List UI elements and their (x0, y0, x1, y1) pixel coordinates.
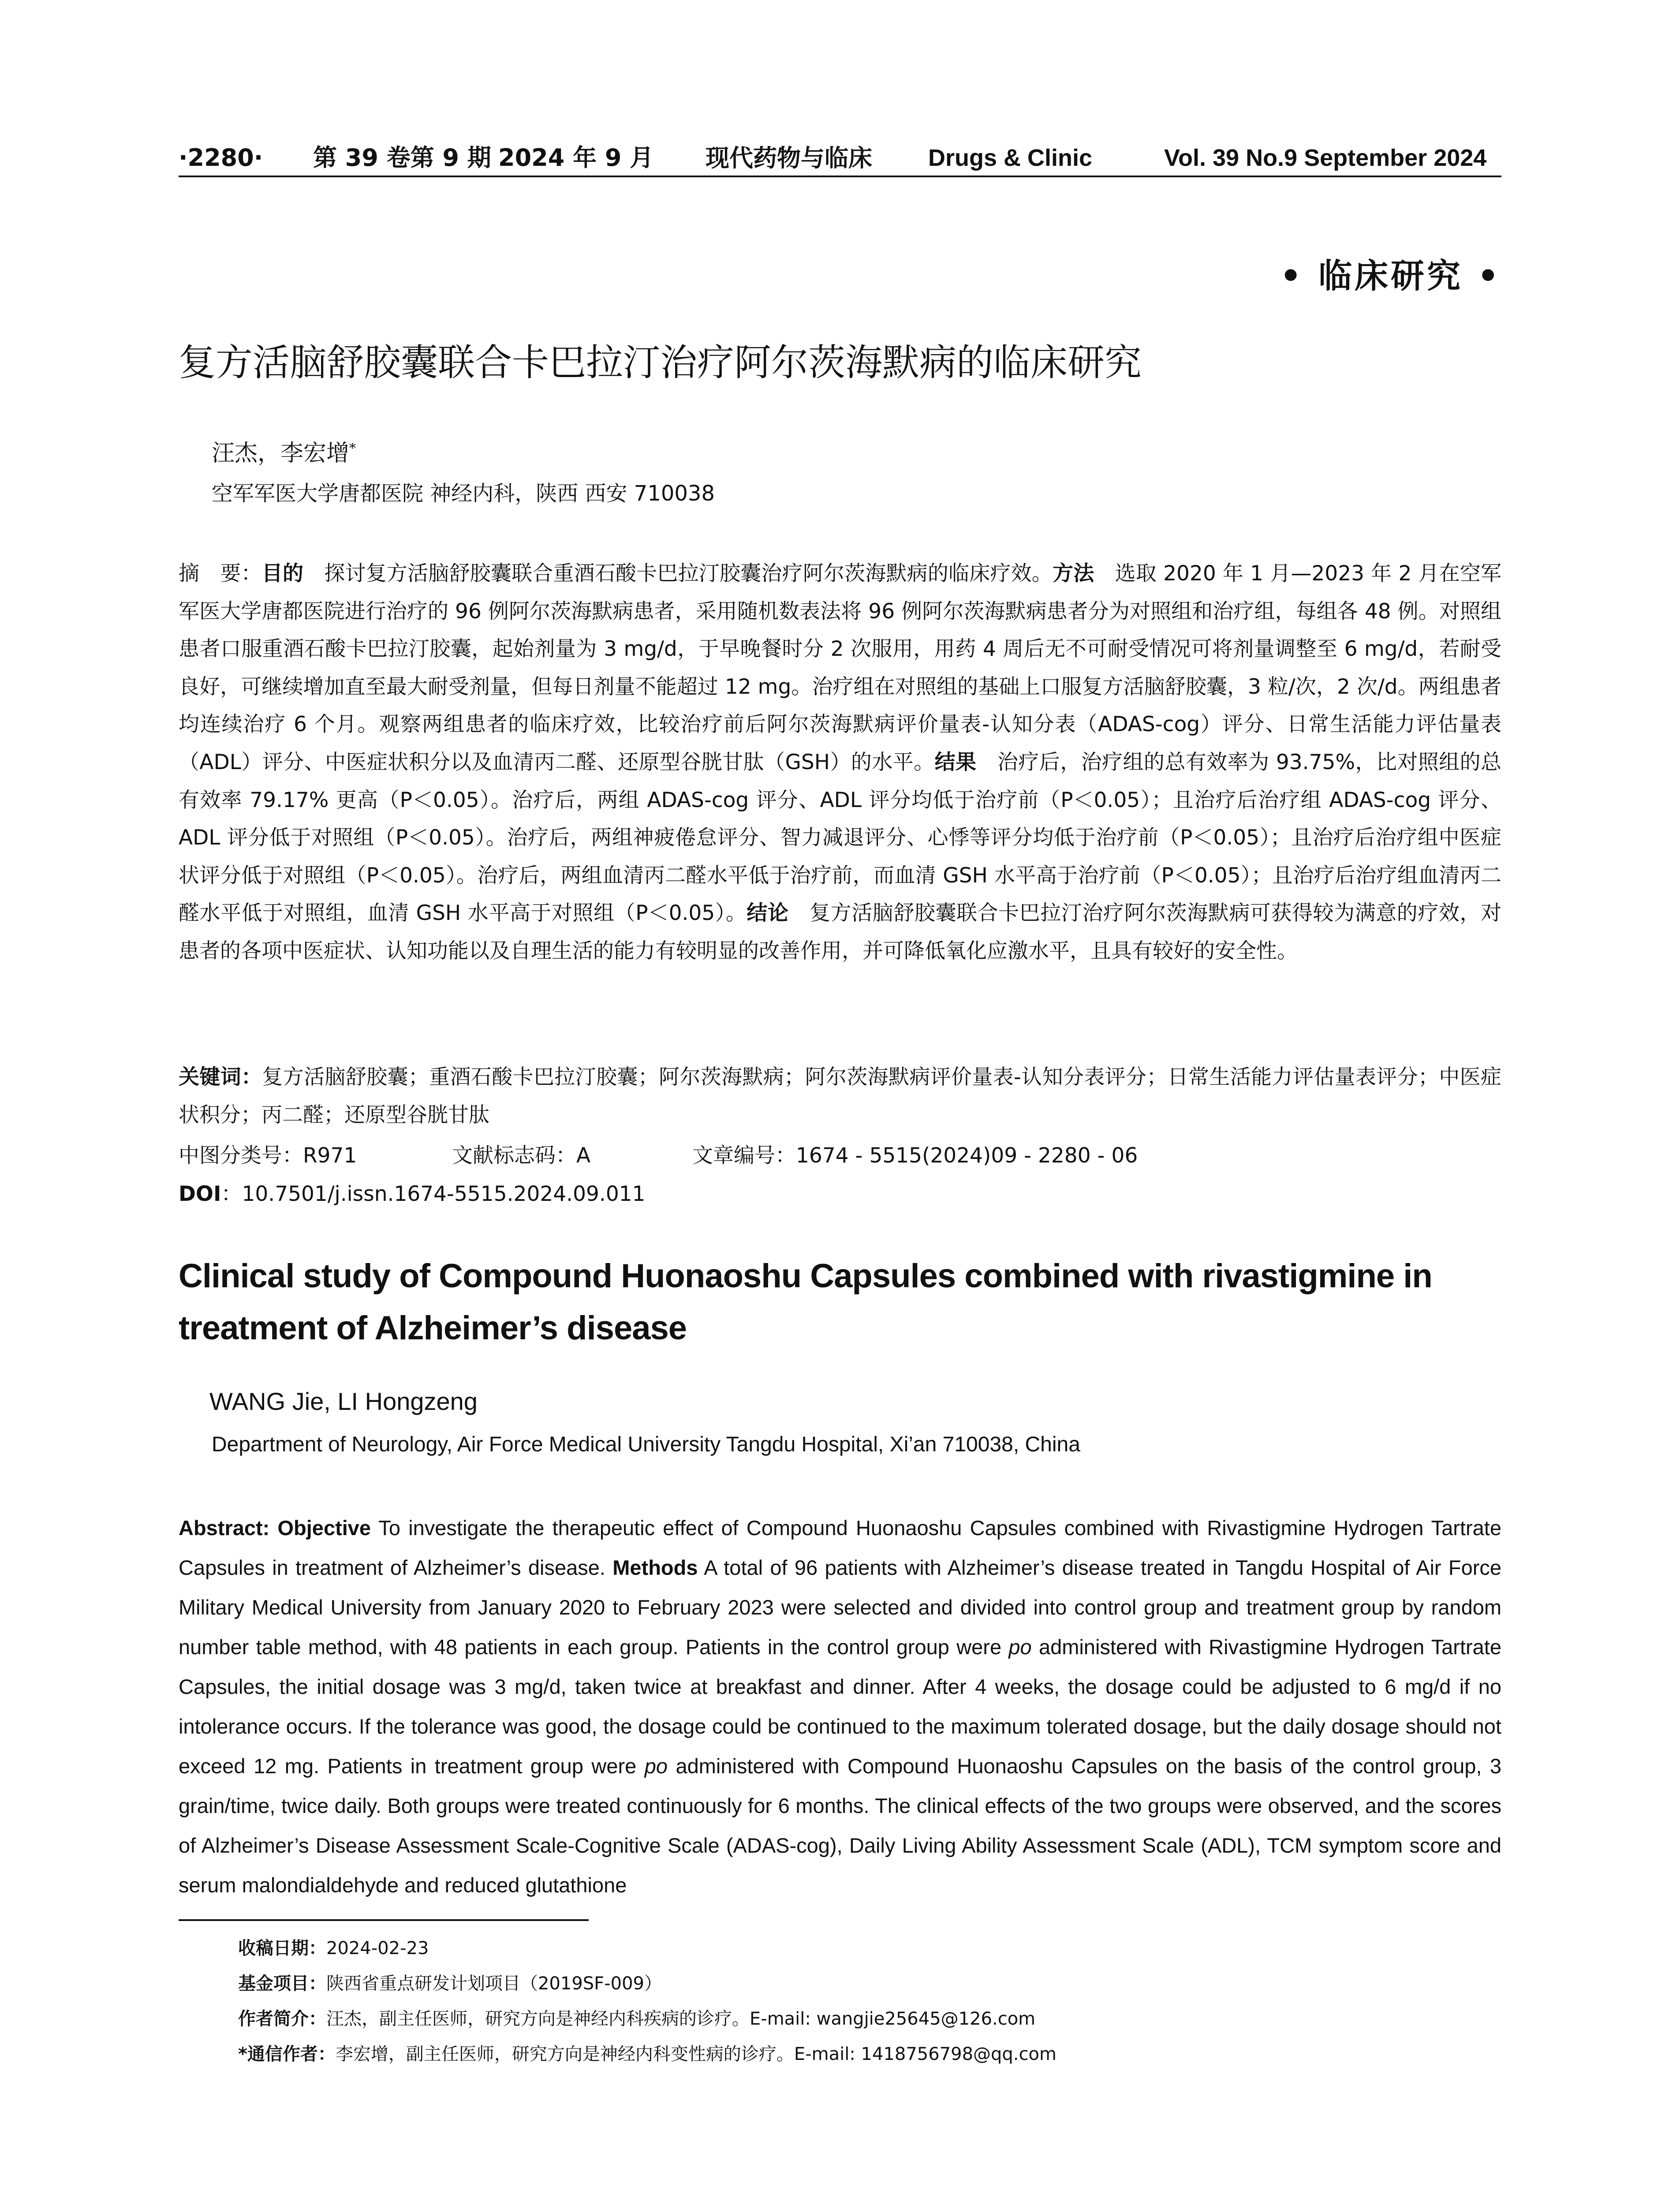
document-code: 文献标志码：A (452, 1144, 591, 1168)
cn-keywords (179, 1058, 1501, 1134)
cn-objective-label: 目的 (261, 561, 304, 586)
en-methods-text: A total of 96 patients with Alzheimer’s disease treated in Tangdu Hospital of Air Force Military Medical University from January 2020 to February 2023 were selected and divided into control group and treatment group by random number table method, with 48 patients in each group. Patients in the control group were (179, 1556, 1502, 1659)
cn-results-label: 结果 (934, 750, 977, 774)
cn-keywords-text: 复方活脑舒胶囊；重酒石酸卡巴拉汀胶囊；阿尔茨海默病；阿尔茨海默病评价量表-认知分表评分；日常生活能力评估量表评分；中医症状积分；丙二醛；还原型谷胱甘肽 (179, 1065, 1501, 1127)
cn-author-names: 汪杰，李宏增 (212, 440, 350, 467)
header-rule (179, 176, 1501, 177)
en-methods-text: administered with Rivastigmine Hydrogen Tartrate Capsules, the initial dosage was 3 mg/d, taken twice at breakfast and dinner. After 4 weeks, the dosage could be adjusted to 6 mg/d if no intolerance occurs. If the tolerance was good, the dosage could be continued to the maximum tolerated dosage, but the daily dosage should not exceed 12 mg. Patients in treatment group were (179, 1635, 1502, 1778)
en-authors: WANG Jie, LI Hongzeng (209, 1387, 478, 1415)
footnote-label: *通信作者： (238, 2044, 336, 2064)
footnote-received (238, 1931, 1057, 1966)
footnote-label: 基金项目： (238, 1973, 326, 1994)
doi-row (179, 1177, 646, 1207)
cn-authors (212, 434, 356, 467)
footnote-funding (238, 1966, 1057, 2001)
footnote-label: 收稿日期： (238, 1938, 326, 1958)
cn-affiliation: 空军军医大学唐都医院 神经内科，陕西 西安 710038 (212, 481, 715, 506)
cn-methods-label: 方法 (1053, 561, 1094, 586)
footnote-corresponding (238, 2037, 1057, 2072)
en-objective-text: To investigate the therapeutic effect of Compound Huonaoshu Capsules combined with Rivastigmine Hydrogen Tartrate Capsules in treatment of Alzheimer’s disease. (179, 1516, 1501, 1579)
footnote-label: 作者简介： (238, 2009, 326, 2029)
cn-abstract-label: 摘 要： (179, 561, 262, 586)
en-abstract-label: Abstract: Objective (179, 1516, 371, 1540)
po-term: po (644, 1754, 668, 1778)
page-number: ·2280· (179, 144, 263, 172)
footnotes (238, 1931, 1057, 2072)
footnote-author-bio (238, 2001, 1057, 2037)
footnote-rule (179, 1919, 589, 1921)
running-header (179, 140, 1501, 176)
po-term: po (1008, 1635, 1032, 1659)
footnote-text: 李宏增，副主任医师，研究方向是神经内科变性病的诊疗。E-mail: 1418756798@qq.com (335, 2044, 1057, 2064)
section-label: • 临床研究 • (1280, 256, 1501, 295)
corresponding-mark: * (349, 441, 356, 456)
cn-keywords-label: 关键词： (179, 1065, 262, 1089)
clc-number: 中图分类号：R971 (179, 1144, 357, 1168)
cn-abstract (179, 555, 1501, 970)
cn-conclusion-text: 复方活脑舒胶囊联合卡巴拉汀治疗阿尔茨海默病可获得较为满意的疗效，对患者的各项中医症状、认知功能以及自理生活的能力有较明显的改善作用，并可降低氧化应激水平，且具有较好的安全性。 (179, 901, 1502, 963)
en-affiliation: Department of Neurology, Air Force Medical University Tangdu Hospital, Xi’an 710038, China (212, 1433, 1080, 1456)
footnote-text: 2024-02-23 (326, 1938, 429, 1958)
footnote-text: 汪杰，副主任医师，研究方向是神经内科疾病的诊疗。E-mail: wangjie25645@126.com (326, 2009, 1036, 2029)
cn-title: 复方活脑舒胶囊联合卡巴拉汀治疗阿尔茨海默病的临床研究 (179, 341, 1142, 384)
cn-results-text: 治疗后，治疗组的总有效率为 93.75%，比对照组的总有效率 79.17% 更高（P＜0.05）。治疗后，两组 ADAS-cog 评分、ADL 评分均低于治疗前（P＜0.05）；且治疗后治疗组 ADAS-cog 评分、ADL 评分低于对照组（P＜0.05）。治疗后，两组神疲倦怠评分、智力减退评分、心悸等评分均低于治疗前（P＜0.05）；且治疗后治疗组中医症状评分低于对照组（P＜0.05）。治疗后，两组血清丙二醛水平低于治疗前，而血清 GSH 水平高于治疗前（P＜0.05）；且治疗后治疗组血清丙二醛水平低于对照组，血清 GSH 水平高于对照组（P＜0.05）。 (179, 750, 1502, 926)
cn-methods-text: 选取 2020 年 1 月—2023 年 2 月在空军军医大学唐都医院进行治疗的 96 例阿尔茨海默病患者，采用随机数表法将 96 例阿尔茨海默病患者分为对照组和治疗组，每组各 48 例。对照组患者口服重酒石酸卡巴拉汀胶囊，起始剂量为 3 mg/d，于早晚餐时分 2 次服用，用药 4 周后无不可耐受情况可将剂量调整至 6 mg/d，若耐受良好，可继续增加直至最大耐受剂量，但每日剂量不能超过 12 mg。治疗组在对照组的基础上口服复方活脑舒胶囊，3 粒/次，2 次/d。两组患者均连续治疗 6 个月。观察两组患者的临床疗效，比较治疗前后阿尔茨海默病评价量表-认知分表（ADAS-cog）评分、日常生活能力评估量表（ADL）评分、中医症状积分以及血清丙二醛、还原型谷胱甘肽（GSH）的水平。 (179, 561, 1502, 774)
en-methods-label: Methods (612, 1556, 698, 1579)
en-title: Clinical study of Compound Huonaoshu Capsules combined with rivastigmine in treatment of Alzheimer’s disease (179, 1257, 1432, 1347)
footnote-text: 陕西省重点研发计划项目（2019SF-009） (326, 1973, 662, 1994)
article-number: 文章编号：1674 - 5515(2024)09 - 2280 - 06 (692, 1144, 1138, 1168)
volume-cn: 第 39 卷第 9 期 (313, 144, 491, 172)
volume-en: Vol. 39 No.9 September 2024 (1164, 145, 1487, 171)
journal-en: Drugs & Clinic (928, 145, 1093, 171)
date-cn: 2024 年 9 月 (498, 144, 654, 172)
doi-label: DOI (179, 1182, 221, 1206)
en-abstract (179, 1508, 1501, 1905)
cn-objective-text: 探讨复方活脑舒胶囊联合重酒石酸卡巴拉汀胶囊治疗阿尔茨海默病的临床疗效。 (324, 561, 1053, 586)
en-methods-text: administered with Compound Huonaoshu Capsules on the basis of the control group, 3 grain/time, twice daily. Both groups were treated continuously for 6 months. The clinical effects of the two groups were observed, and the scores of Alzheimer’s Disease Assessment Scale-Cognitive Scale (ADAS-cog), Daily Living Ability Assessment Scale (ADL), TCM symptom score and serum malondialdehyde and reduced glutathione (179, 1754, 1502, 1897)
journal-cn: 现代药物与临床 (706, 144, 872, 172)
doi-value[interactable]: ：10.7501/j.issn.1674-5515.2024.09.011 (221, 1182, 646, 1206)
cn-conclusion-label: 结论 (747, 901, 789, 926)
